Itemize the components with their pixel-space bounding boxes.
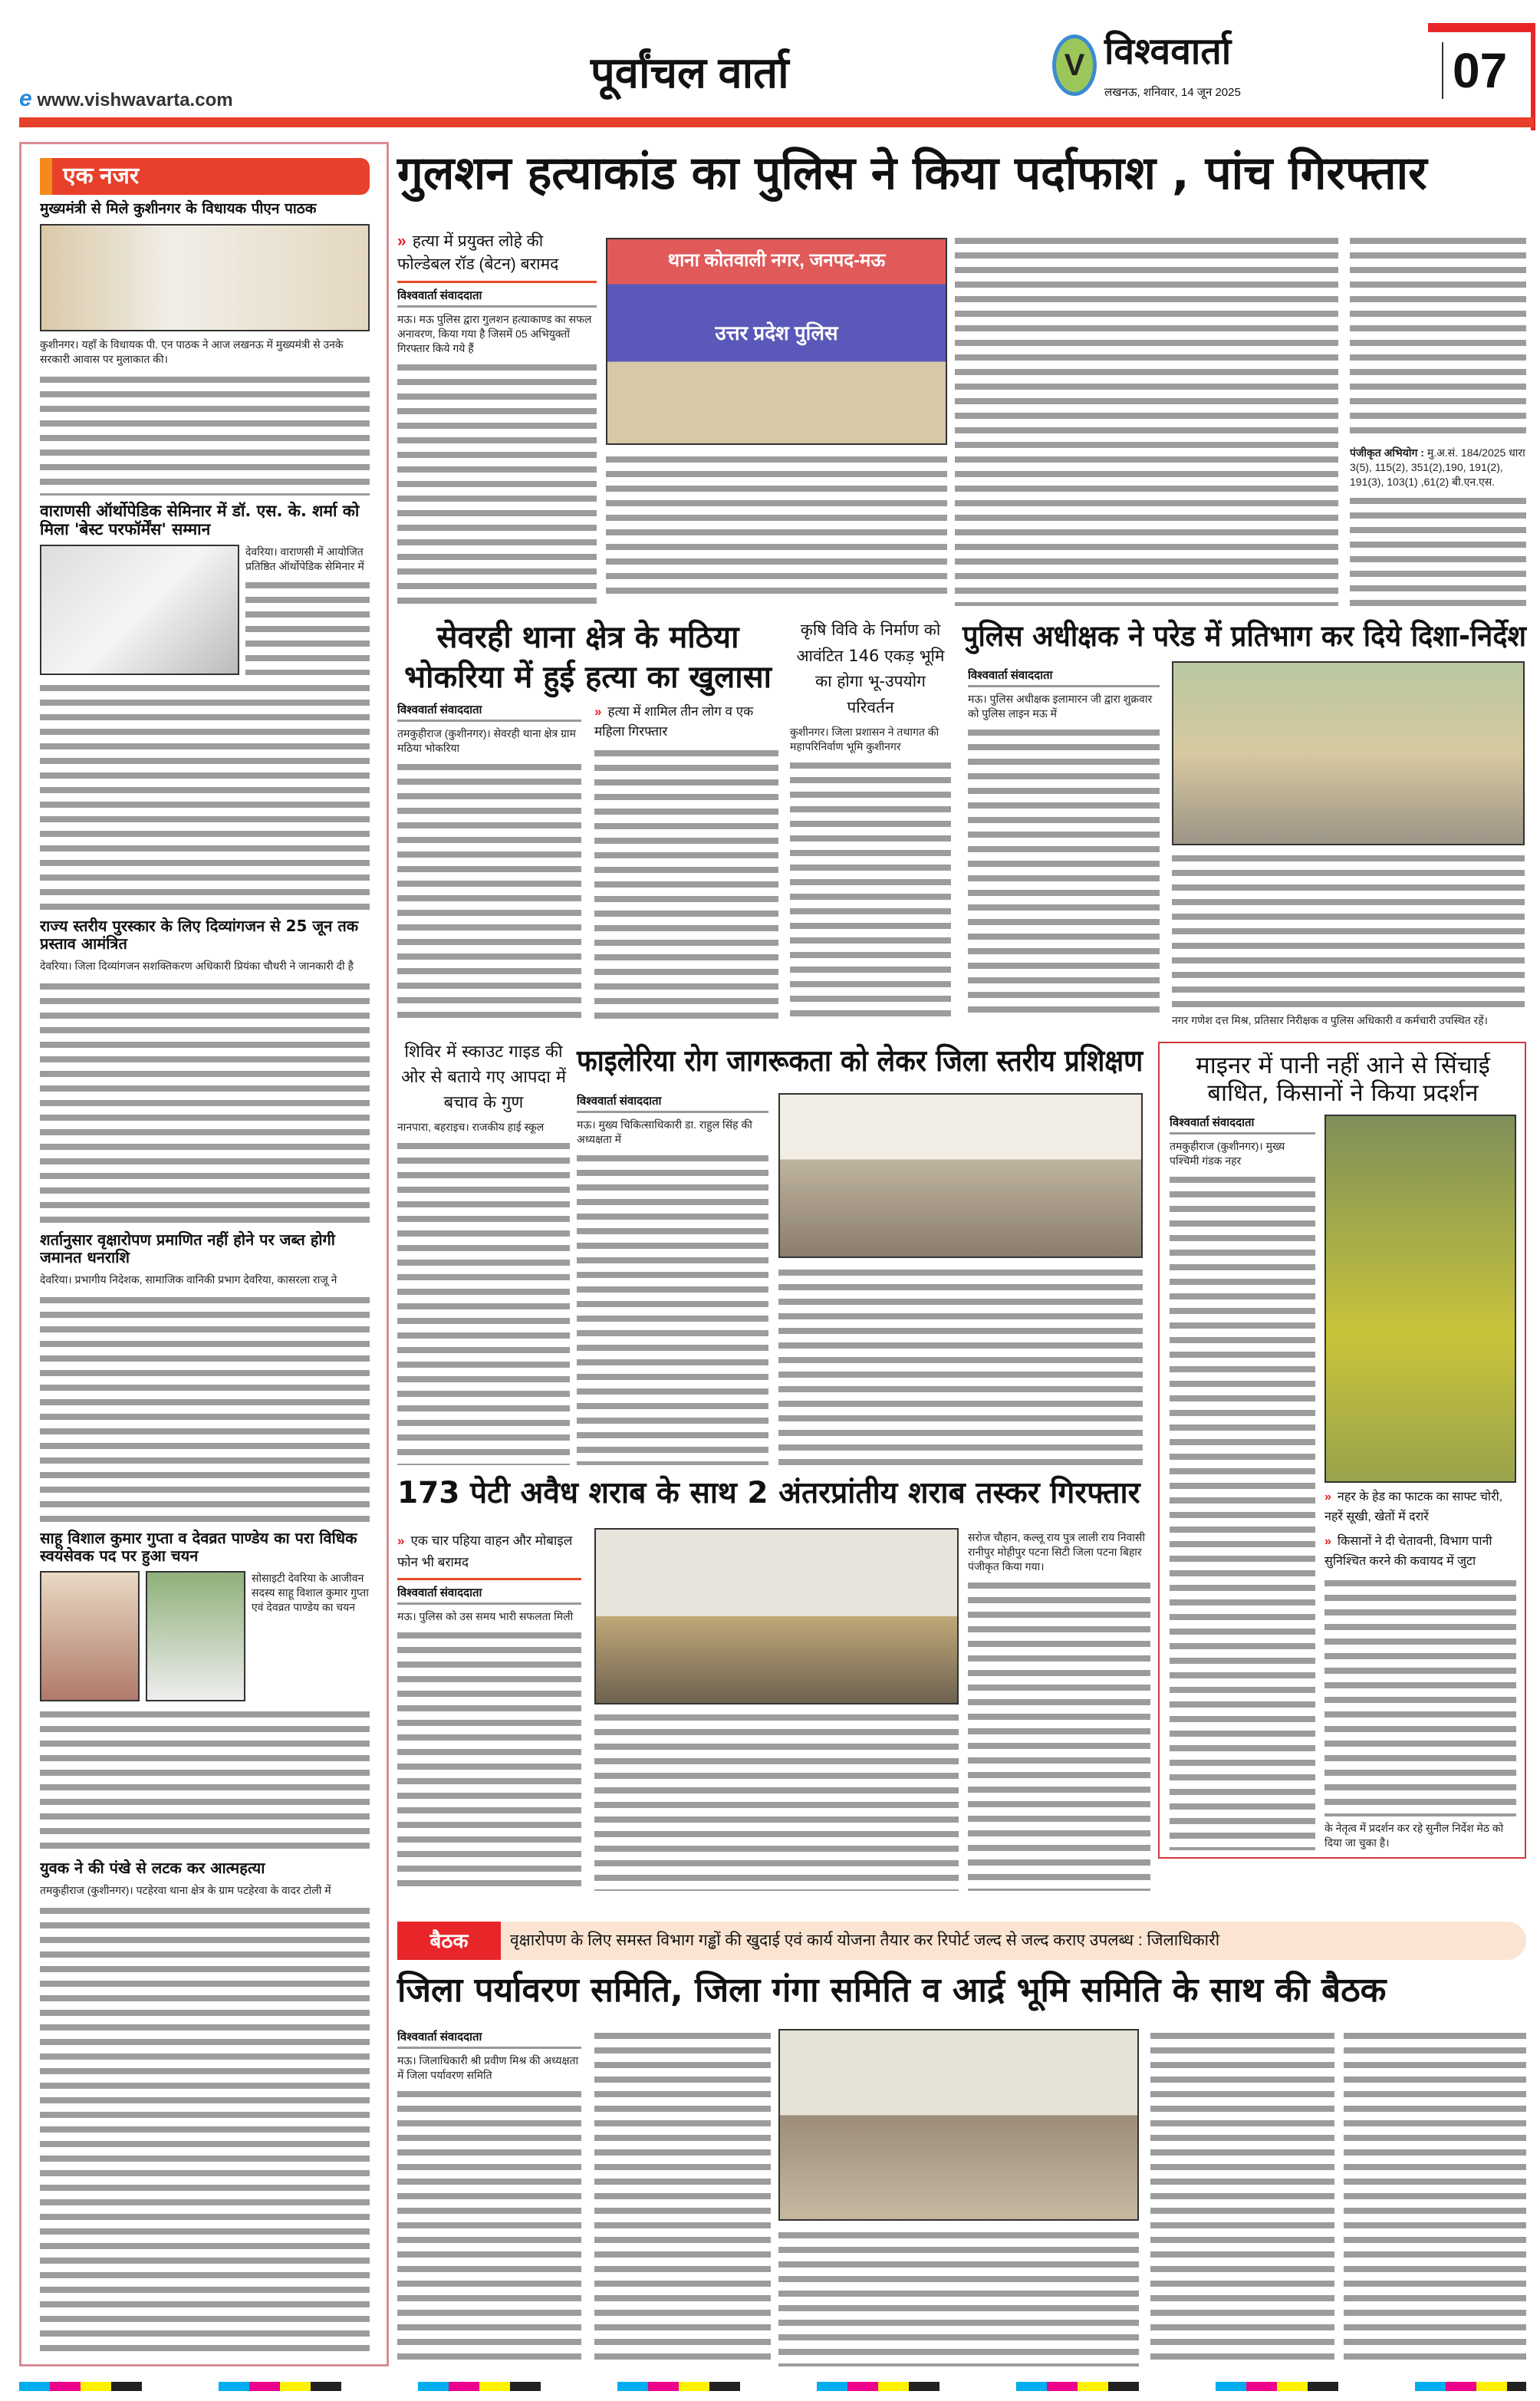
filaria-body-2 (778, 1266, 1143, 1465)
chevron-icon: » (397, 1533, 405, 1548)
main-headline: गुलशन हत्याकांड का पुलिस ने किया पर्दाफाश , पांच गिरफ्तार (397, 147, 1427, 200)
sevarhi-lead: तमकुहीराज (कुशीनगर)। सेवरही थाना क्षेत्र ग्राम मठिया भोकरिया (397, 727, 576, 754)
browser-e-icon: e (19, 86, 32, 111)
parade-headline: पुलिस अधीक्षक ने परेड में प्रतिभाग कर दिये दिशा-निर्देश (962, 619, 1526, 653)
shivir-body (397, 1139, 570, 1465)
sevarhi-col-1 (397, 702, 581, 1020)
shivir-headline: शिविर में स्काउट गाइड की ओर से बताये गए आपदा में बचाव के गुण (401, 1042, 566, 1112)
sevarhi-sub: » हत्या में शामिल तीन लोग व एक महिला गिरफ्तार (594, 704, 754, 739)
minor-col-2 (1324, 1115, 1516, 1850)
divider (397, 281, 597, 283)
left-story-5-photo-1 (40, 1571, 140, 1701)
photo-banner: उत्तर प्रदेश पुलिस (715, 321, 838, 344)
masthead-red-bar (19, 117, 1534, 127)
parade-col-1 (968, 667, 1160, 1020)
minor-lead: तमकुहीराज (कुशीनगर)। मुख्य पश्चिमी गंडक नहर (1170, 1140, 1285, 1168)
left-story-4-lead: देवरिया। प्रभागीय निदेशक, सामाजिक वानिकी प्रभाग देवरिया, कासरला राजू ने (40, 1273, 337, 1286)
byline: विश्ववार्ता संवाददाता (397, 1585, 581, 1605)
left-column-flow (40, 158, 370, 2356)
section-title: पूर्वांचल वार्ता (591, 48, 789, 97)
byline: विश्ववार्ता संवाददाता (968, 667, 1160, 687)
left-story-2-row (40, 545, 370, 675)
left-story-5-body (40, 1708, 370, 1853)
left-story-3-body (40, 980, 370, 1225)
chevron-icon: » (1324, 1490, 1331, 1504)
main-body-col1 (397, 361, 597, 606)
left-story-5-lead: सोसाइटी देवरिया के आजीवन सदस्य साहू विशाल कुमार गुप्ता एवं देवव्रत पाण्डेय का चयन (252, 1572, 369, 1614)
filaria-headline: फाइलेरिया रोग जागरूकता को लेकर जिला स्तरीय प्रशिक्षण (577, 1044, 1143, 1079)
photo-caption: थाना कोतवाली नगर, जनपद-मऊ (667, 250, 886, 271)
liquor-tail: सरोज चौहान, कल्लू राय पुत्र लाली राय निवासी रानीपुर मोहीपुर पटना सिटी जिला पटना बिहार पंजीकृत किया गया। (968, 1531, 1145, 1573)
case-details: पंजीकृत अभियोग : मु.अ.सं. 184/2025 धारा 3(5), 115(2), 351(2),190, 191(2), 191(3), 103(1) ,61(2) बी.एन.एस. (1350, 446, 1525, 488)
meeting-lead: मऊ। जिलाधिकारी श्री प्रवीण मिश्र की अध्यक्षता में जिला पर्यावरण समिति (397, 2054, 579, 2081)
byline: विश्ववार्ता संवाददाता (577, 1093, 768, 1113)
shivir-lead: नानपारा, बहराइच। राजकीय हाई स्कूल (397, 1121, 545, 1133)
main-body-col3 (955, 234, 1338, 606)
byline: विश्ववार्ता संवाददाता (397, 2029, 581, 2049)
krishi-headline: कृषि विवि के निर्माण को आवंटित 146 एकड़ भूमि का होगा भू-उपयोग परिवर्तन (796, 621, 945, 716)
meeting-body-1 (397, 2087, 581, 2366)
page-number: 07 (1442, 42, 1507, 99)
meeting-body-2 (594, 2029, 771, 2366)
left-story-2-body (245, 578, 370, 675)
shivir-story (397, 1039, 570, 1465)
sevarhi-columns (397, 702, 778, 1020)
main-body-col4 (1350, 234, 1526, 441)
left-story-6-lead: तमकुहीराज (कुशीनगर)। पटहेरवा थाना क्षेत्र के ग्राम पटहेरवा के वादर टोली में (40, 1884, 331, 1897)
left-story-2-lead: देवरिया। वाराणसी में आयोजित प्रतिष्ठित ऑर्थोपेडिक सेमिनार में (245, 545, 364, 573)
sevarhi-col-2 (594, 702, 778, 1020)
liquor-lead: मऊ। पुलिस को उस समय भारी सफलता मिली (397, 1610, 574, 1622)
left-story-1-body (40, 373, 370, 496)
left-story-3-lead: देवरिया। जिला दिव्यांगजन सशक्तिकरण अधिकारी प्रियंका चौधरी ने जानकारी दी है (40, 960, 354, 973)
meeting-body-5 (1344, 2029, 1526, 2366)
website-link[interactable]: e www.vishwavarta.com (19, 86, 233, 111)
meeting-headline: जिला पर्यावरण समिति, जिला गंगा समिति व आर्द्र भूमि समिति के साथ की बैठक (397, 1971, 1387, 2010)
meeting-body-4 (1150, 2029, 1334, 2366)
parade-lead: मऊ। पुलिस अधीक्षक इलामारन जी द्वारा शुक्रवार को पुलिस लाइन मऊ में (968, 693, 1153, 720)
filaria-body-1 (577, 1151, 768, 1465)
liquor-body-1 (397, 1629, 581, 1891)
left-story-5-title: साहू विशाल कुमार गुप्ता व देवव्रत पाण्डेय का परा विधिक स्वयंसेवक पद पर हुआ चयन (40, 1529, 357, 1566)
byline: विश्ववार्ता संवाददाता (397, 288, 597, 308)
minor-bullet-1: » नहर के हेड का फाटक का साफ्ट चोरी, नहरें सूखी, खेतों में दरारें (1324, 1490, 1503, 1524)
minor-body-1 (1170, 1173, 1315, 1850)
meeting-tag: बैठक (397, 1922, 501, 1960)
main-body-col2 (606, 453, 947, 602)
filaria-col-1 (577, 1093, 768, 1465)
chevron-icon: » (1324, 1535, 1331, 1549)
left-story-3-title: राज्य स्तरीय पुरस्कार के लिए दिव्यांगजन से 25 जून तक प्रस्ताव आमंत्रित (40, 917, 359, 953)
paper-logo-icon: V (1052, 35, 1097, 96)
left-story-6-body (40, 1904, 370, 2356)
left-story-2-side (245, 545, 370, 675)
main-col-1 (397, 230, 597, 606)
meeting-banner-text: वृक्षारोपण के लिए समस्त विभाग गड्ढों की खुदाई एवं कार्य योजना तैयार कर रिपोर्ट जल्द से जल्द कराए उपलब्ध : जिलाधिकारी (510, 1932, 1220, 1949)
ek-nazar-badge (40, 158, 370, 195)
minor-col-1 (1170, 1115, 1315, 1850)
sevarhi-body-2 (594, 746, 778, 1020)
main-subheadline: » हत्या में प्रयुक्त लोहे की फोल्डेबल रॉड (बेटन) बरामद (397, 232, 559, 273)
left-story-4-body (40, 1293, 370, 1523)
liquor-sub: » एक चार पहिया वाहन और मोबाइल फोन भी बरामद (397, 1533, 573, 1569)
parade-photo (1172, 661, 1525, 845)
krishi-story (790, 618, 951, 1020)
krishi-lead: कुशीनगर। जिला प्रशासन ने तथागत की महापरिनिर्वाण भूमि कुशीनगर (790, 726, 939, 753)
parade-body-1 (968, 726, 1160, 1020)
liquor-col-3 (968, 1530, 1150, 1891)
left-story-1-photo (40, 224, 370, 331)
minor-columns (1170, 1115, 1516, 1850)
byline: विश्ववार्ता संवाददाता (1170, 1115, 1315, 1135)
liquor-col-1 (397, 1530, 581, 1891)
chevron-icon: » (594, 704, 602, 719)
left-story-2-body-cont (40, 681, 370, 911)
parade-tail: नगर गणेश दत्त मिश्र, प्रतिसार निरीक्षक व पुलिस अधिकारी व कर्मचारी उपस्थित रहें। (1172, 1014, 1488, 1026)
meeting-photo (778, 2029, 1139, 2221)
left-story-1-title: मुख्यमंत्री से मिले कुशीनगर के विधायक पीएन पाठक (40, 200, 317, 217)
byline: विश्ववार्ता संवाददाता (397, 702, 581, 722)
minor-tail: के नेतृत्व में प्रदर्शन कर रहे सुनील निर्देश मेठ को दिया जा चुका है। (1324, 1822, 1504, 1849)
parade-col-2 (1172, 851, 1525, 1028)
main-body-col4-cont (1350, 494, 1526, 606)
parade-body-2 (1172, 851, 1525, 1009)
minor-story (1170, 1052, 1516, 1850)
main-col-4 (1350, 234, 1526, 606)
liquor-body-3 (968, 1579, 1150, 1891)
meeting-body-3 (778, 2228, 1139, 2366)
left-story-1-lead: कुशीनगर। यहाँ के विधायक पी. एन पाठक ने आज लखनऊ में मुख्यमंत्री से उनके सरकारी आवास पर मुलाकात की। (40, 338, 344, 365)
minor-headline: माइनर में पानी नहीं आने से सिंचाई बाधित, किसानों ने किया प्रदर्शन (1196, 1052, 1490, 1107)
liquor-photo (594, 1528, 959, 1704)
print-registration-bar (19, 2382, 1526, 2391)
left-story-2-title: वाराणसी ऑर्थोपेडिक सेमिनार में डॉ. एस. के. शर्मा को मिला 'बेस्ट परफॉर्मेंस' सम्मान (40, 501, 360, 538)
left-story-5-photo-2 (146, 1571, 245, 1701)
krishi-body (790, 759, 951, 1020)
sevarhi-headline: सेवरही थाना क्षेत्र के मठिया भोकरिया में हुई हत्या का खुलासा (404, 620, 772, 695)
liquor-headline: 173 पेटी अवैध शराब के साथ 2 अंतरप्रांतीय शराब तस्कर गिरफ्तार (397, 1476, 1140, 1510)
left-story-6-title: युवक ने की पंखे से लटक कर आत्महत्या (40, 1859, 265, 1878)
badge-label: एक नजर (63, 163, 140, 189)
divider (397, 1578, 581, 1580)
left-story-4-title: शर्तानुसार वृक्षारोपण प्रमाणित नहीं होने पर जब्त होगी जमानत धनराशि (40, 1230, 335, 1267)
minor-photo (1324, 1115, 1516, 1483)
left-story-5-row (40, 1571, 370, 1701)
chevron-icon: » (397, 232, 406, 250)
main-photo (606, 238, 947, 445)
filaria-lead: मऊ। मुख्य चिकित्साधिकारी डा. राहुल सिंह की अध्यक्षता में (577, 1118, 752, 1145)
meeting-col-1 (397, 2029, 581, 2366)
sevarhi-story (397, 618, 778, 1020)
dateline: लखनऊ, शनिवार, 14 जून 2025 (1104, 86, 1241, 99)
minor-body-2 (1324, 1576, 1516, 1816)
sevarhi-body-1 (397, 760, 581, 1020)
paper-name: विश्ववार्ता (1104, 31, 1232, 72)
minor-bullet-2: » किसानों ने दी चेतावनी, विभाग पानी सुनिश्चित करने की कवायद में जुटा (1324, 1535, 1492, 1569)
main-lead: मऊ। मऊ पुलिस द्वारा गुलशन हत्याकाण्ड का सफल अनावरण, किया गया है जिसमें 05 अभियुक्तों गिरफ्तार किये गये हैं (397, 313, 592, 354)
liquor-body-2 (594, 1711, 959, 1891)
left-story-2-photo (40, 545, 239, 675)
meeting-banner (397, 1922, 1526, 1960)
filaria-photo (778, 1093, 1143, 1258)
